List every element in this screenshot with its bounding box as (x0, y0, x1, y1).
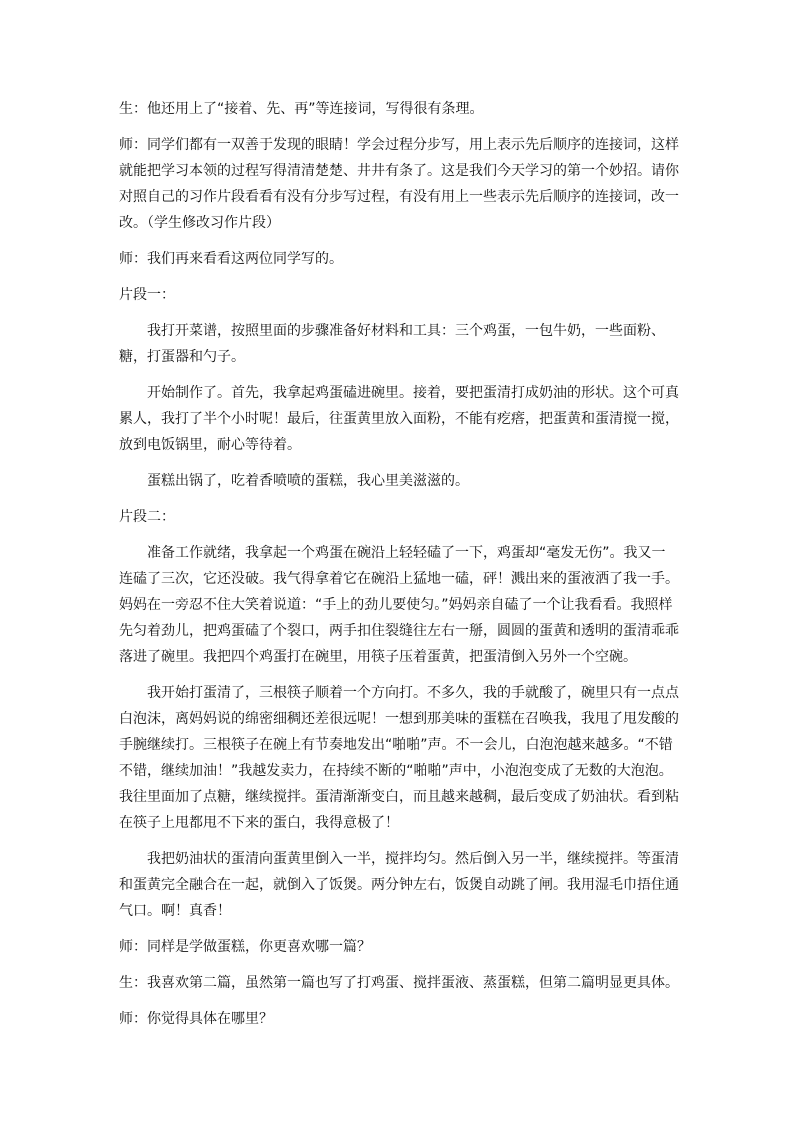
dialogue-line: 生：他还用上了“接着、先、再”等连接词，写得很有条理。 (119, 101, 484, 117)
dialogue-line: 生：我喜欢第二篇，虽然第一篇也写了打鸡蛋、搅拌蛋液、蒸蛋糕，但第二篇明显更具体。 (119, 975, 679, 991)
document-page (119, 96, 679, 1042)
passage-paragraph: 开始制作了。首先，我拿起鸡蛋磕进碗里。接着，要把蛋清打成奶油的形状。这个可真累人，我打了半个小时呢！最后，往蛋黄里放入面粉，不能有疙瘩，把蛋黄和蛋清搅一搅，放到电饭锅里，耐心等待着。 (119, 385, 679, 453)
dialogue-line: 师：我们再来看看这两位同学写的。 (119, 251, 343, 267)
passage-paragraph: 我开始打蛋清了，三根筷子顺着一个方向打。不多久，我的手就酸了，碗里只有一点点白泡沫，离妈妈说的绵密细稠还差很远呢！一想到那美味的蛋糕在召唤我，我甩了甩发酸的手腕继续打。三根筷子在碗上有节奏地发出“啪啪”声。不一会儿，白泡泡越来越多。“不错不错，继续加油！”我越发卖力，在持续不断的“啪啪”声中，小泡泡变成了无数的大泡泡。我往里面加了点糖，继续搅拌。蛋清渐渐变白，而且越来越稠，最后变成了奶油状。看到粘在筷子上甩都甩不下来的蛋白，我得意极了！ (119, 685, 679, 831)
dialogue-line: 师：同样是学做蛋糕，你更喜欢哪一篇？ (119, 939, 371, 955)
passage-paragraph: 蛋糕出锅了，吃着香喷喷的蛋糕，我心里美滋滋的。 (147, 473, 469, 489)
section-label: 片段一： (119, 287, 175, 303)
section-label: 片段二： (119, 509, 175, 525)
passage-paragraph: 准备工作就绪，我拿起一个鸡蛋在碗沿上轻轻磕了一下，鸡蛋却“毫发无伤”。我又一连磕了三次，它还没破。我气得拿着它在碗沿上猛地一磕，砰！溅出来的蛋液洒了我一手。妈妈在一旁忍不住大笑着说道：“手上的劲儿要使匀。”妈妈亲自磕了一个让我看看。我照样先匀着劲儿，把鸡蛋磕了个裂口，两手扣住裂缝往左右一掰，圆圆的蛋黄和透明的蛋清乖乖落进了碗里。我把四个鸡蛋打在碗里，用筷子压着蛋黄，把蛋清倒入另外一个空碗。 (119, 545, 679, 665)
passage-paragraph: 我打开菜谱，按照里面的步骤准备好材料和工具：三个鸡蛋，一包牛奶，一些面粉、糖，打蛋器和勺子。 (119, 323, 665, 365)
dialogue-line: 师：同学们都有一双善于发现的眼睛！学会过程分步写，用上表示先后顺序的连接词，这样就能把学习本领的过程写得清清楚楚、井井有条了。这是我们今天学习的第一个妙招。请你对照自己的习作片段看看有没有分步写过程，有没有用上一些表示先后顺序的连接词，改一改。（学生修改习作片段） (119, 137, 679, 231)
passage-paragraph: 我把奶油状的蛋清向蛋黄里倒入一半，搅拌均匀。然后倒入另一半，继续搅拌。等蛋清和蛋黄完全融合在一起，就倒入了饭煲。两分钟左右，饭煲自动跳了闸。我用湿毛巾捂住通气口。啊！真香！ (119, 851, 679, 919)
dialogue-line: 师：你觉得具体在哪里？ (119, 1011, 273, 1027)
